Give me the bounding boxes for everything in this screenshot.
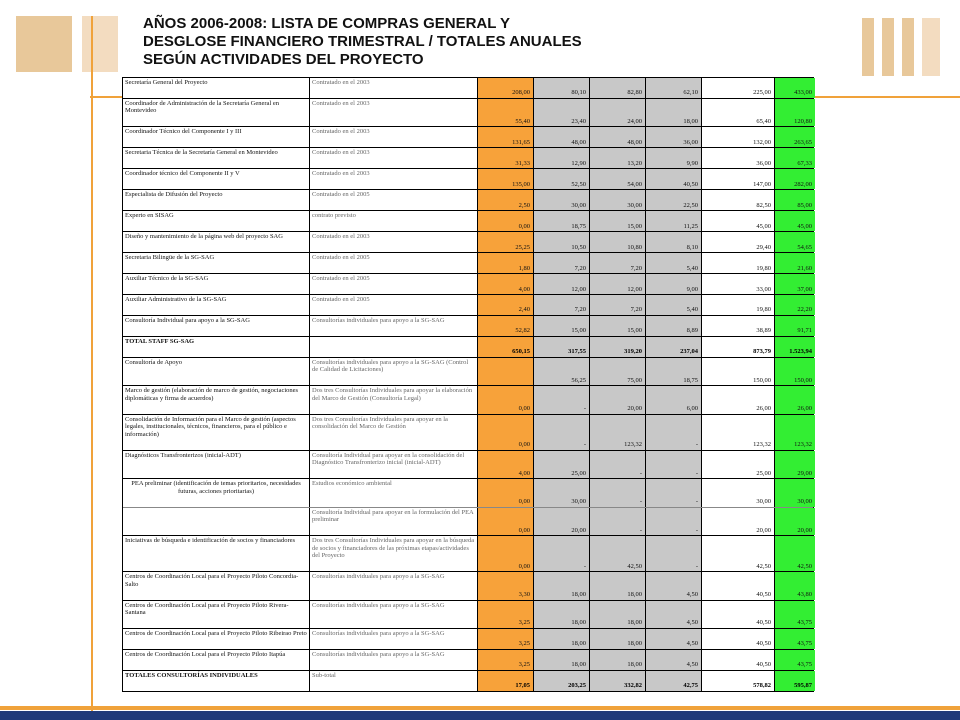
description-cell <box>310 337 478 357</box>
value-cell: 85,00 <box>775 190 815 210</box>
activity-name-cell: Secretaria Bilingüe de la SG-SAG <box>123 253 310 273</box>
value-cell: 23,40 <box>534 99 590 126</box>
value-cell: 42,50 <box>702 536 775 571</box>
value-cell: 21,60 <box>775 253 815 273</box>
table-row <box>123 253 813 274</box>
description-cell: Consultoría Individual para apoyar en la consolidación del Diagnóstico Transfronterizo inicial (inicial-ADT) <box>310 451 478 478</box>
title-line-1: AÑOS 2006-2008: LISTA DE COMPRAS GENERAL Y <box>143 15 511 32</box>
title-line-3: SEGÚN ACTIVIDADES DEL PROYECTO <box>143 51 424 68</box>
value-cell: 5,40 <box>646 253 702 273</box>
decor-bar <box>862 18 874 76</box>
table-row <box>123 601 813 629</box>
table-row <box>123 536 813 572</box>
description-cell: Sub-total <box>310 671 478 691</box>
description-cell: Contratado en el 2003 <box>310 169 478 189</box>
value-cell: 20,00 <box>702 508 775 535</box>
value-cell: 0,00 <box>478 508 534 535</box>
value-cell: 282,00 <box>775 169 815 189</box>
value-cell: 2,50 <box>478 190 534 210</box>
value-cell: 18,75 <box>646 358 702 385</box>
activity-name-cell: Iniciativas de búsqueda e identificación de socios y financiadores <box>123 536 310 571</box>
value-cell: 18,00 <box>534 601 590 628</box>
description-cell: Dos tres Consultorías Individuales para apoyar la elaboración del Marco de Gestión (Consultoría Legal) <box>310 386 478 413</box>
value-cell: 15,00 <box>590 211 646 231</box>
value-cell: 150,00 <box>775 358 815 385</box>
table-row <box>123 479 813 507</box>
value-cell: 18,75 <box>534 211 590 231</box>
table-row <box>123 99 813 127</box>
value-cell: 36,00 <box>646 127 702 147</box>
decor-bar <box>882 18 894 76</box>
value-cell: 17,05 <box>478 671 534 691</box>
table-row <box>123 337 813 358</box>
value-cell: 37,00 <box>775 274 815 294</box>
description-cell: Contratado en el 2005 <box>310 274 478 294</box>
description-cell: Consultorías individuales para apoyo a la SG-SAG <box>310 650 478 670</box>
value-cell: 62,10 <box>646 78 702 98</box>
value-cell: 7,20 <box>534 295 590 315</box>
decor-vertical-rule <box>91 16 93 716</box>
value-cell: 18,00 <box>534 572 590 599</box>
value-cell: 40,50 <box>702 572 775 599</box>
description-cell: Contratado en el 2003 <box>310 99 478 126</box>
value-cell: 4,50 <box>646 629 702 649</box>
value-cell: 25,25 <box>478 232 534 252</box>
value-cell: 38,89 <box>702 316 775 336</box>
activity-name-cell: Consultoría Individual para apoyo a la SG-SAG <box>123 316 310 336</box>
value-cell: 131,65 <box>478 127 534 147</box>
value-cell: 8,10 <box>646 232 702 252</box>
description-cell: Consultoría Individual para apoyar en la formulación del PEA preliminar <box>310 508 478 535</box>
value-cell: 319,20 <box>590 337 646 357</box>
value-cell: 203,25 <box>534 671 590 691</box>
value-cell: 52,82 <box>478 316 534 336</box>
value-cell: 578,82 <box>702 671 775 691</box>
value-cell: 67,33 <box>775 148 815 168</box>
activity-name-cell: Especialista de Difusión del Proyecto <box>123 190 310 210</box>
value-cell: 0,00 <box>478 211 534 231</box>
value-cell: 30,00 <box>775 479 815 506</box>
decor-bar <box>922 18 940 76</box>
value-cell: 873,79 <box>702 337 775 357</box>
value-cell: 1.523,94 <box>775 337 815 357</box>
activity-name-cell: Consolidación de Información para el Marco de gestión (aspectos legales, institucionales, técnicos, financieros, para el público e información) <box>123 415 310 450</box>
value-cell: 45,00 <box>702 211 775 231</box>
value-cell: 18,00 <box>590 572 646 599</box>
value-cell: - <box>646 415 702 450</box>
value-cell: - <box>646 479 702 506</box>
footer-navy-band <box>0 711 960 720</box>
activity-name-cell: Marco de gestión (elaboración de marco de gestión, negociaciones diplomáticas y firma de acuerdos) <box>123 386 310 413</box>
value-cell: 3,25 <box>478 650 534 670</box>
table-row <box>123 508 813 536</box>
value-cell: 4,00 <box>478 451 534 478</box>
value-cell: 9,00 <box>646 274 702 294</box>
table-row <box>123 572 813 600</box>
activity-name-cell: Centros de Coordinación Local para el Proyecto Piloto Rivera-Santana <box>123 601 310 628</box>
activity-name-cell: Auxiliar Administrativo de la SG-SAG <box>123 295 310 315</box>
activity-name-cell: Centros de Coordinación Local para el Proyecto Piloto Itapúa <box>123 650 310 670</box>
table-row <box>123 629 813 650</box>
description-cell: Dos tres Consultorías Individuales para apoyar en la búsqueda de socios y financiadores de las próximas etapas/actividades del Proyecto <box>310 536 478 571</box>
value-cell: 19,80 <box>702 253 775 273</box>
value-cell: 55,40 <box>478 99 534 126</box>
activity-name-cell: Centros de Coordinación Local para el Proyecto Piloto Concordia-Salto <box>123 572 310 599</box>
value-cell: - <box>646 508 702 535</box>
value-cell: 48,00 <box>590 127 646 147</box>
value-cell: - <box>590 508 646 535</box>
value-cell: 150,00 <box>702 358 775 385</box>
value-cell: 3,30 <box>478 572 534 599</box>
value-cell: 43,75 <box>775 629 815 649</box>
value-cell: 6,00 <box>646 386 702 413</box>
value-cell: 24,00 <box>590 99 646 126</box>
value-cell: 20,00 <box>775 508 815 535</box>
activity-name-cell: Auxiliar Técnico de la SG-SAG <box>123 274 310 294</box>
value-cell: - <box>646 536 702 571</box>
description-cell: Consultorías individuales para apoyo a la SG-SAG <box>310 601 478 628</box>
description-cell: Contratado en el 2003 <box>310 78 478 98</box>
value-cell: 263,65 <box>775 127 815 147</box>
value-cell: 29,00 <box>775 451 815 478</box>
value-cell: - <box>590 479 646 506</box>
value-cell: 132,00 <box>702 127 775 147</box>
activity-name-cell: Experto en SISAG <box>123 211 310 231</box>
value-cell: 10,50 <box>534 232 590 252</box>
value-cell: 8,89 <box>646 316 702 336</box>
value-cell: 80,10 <box>534 78 590 98</box>
value-cell: 25,00 <box>534 451 590 478</box>
value-cell: 18,00 <box>590 601 646 628</box>
value-cell: 11,25 <box>646 211 702 231</box>
value-cell: 54,65 <box>775 232 815 252</box>
value-cell: 12,00 <box>590 274 646 294</box>
description-cell: Estudios económico ambiental <box>310 479 478 506</box>
value-cell: 40,50 <box>646 169 702 189</box>
activity-name-cell: Diagnósticos Transfronterizos (inicial-ADT) <box>123 451 310 478</box>
title-line-2: DESGLOSE FINANCIERO TRIMESTRAL / TOTALES ANUALES <box>143 33 582 50</box>
value-cell: 7,20 <box>590 295 646 315</box>
value-cell: 30,00 <box>702 479 775 506</box>
value-cell: 225,00 <box>702 78 775 98</box>
value-cell: 147,00 <box>702 169 775 189</box>
value-cell: - <box>590 451 646 478</box>
value-cell: 123,32 <box>775 415 815 450</box>
value-cell: 1,80 <box>478 253 534 273</box>
value-cell: 7,20 <box>534 253 590 273</box>
value-cell: 2,40 <box>478 295 534 315</box>
value-cell: 433,00 <box>775 78 815 98</box>
decor-square-light <box>82 16 118 72</box>
value-cell: 43,75 <box>775 650 815 670</box>
value-cell: 54,00 <box>590 169 646 189</box>
decor-square-dark <box>16 16 72 72</box>
activity-name-cell <box>123 508 310 535</box>
value-cell: - <box>534 386 590 413</box>
table-row <box>123 274 813 295</box>
value-cell: 5,40 <box>646 295 702 315</box>
activity-name-cell: PEA preliminar (identificación de temas prioritarios, necesidades futuras, acciones prioritarias) <box>123 479 310 506</box>
description-cell: Consultorías individuales para apoyo a la SG-SAG <box>310 572 478 599</box>
decor-bar <box>902 18 914 76</box>
value-cell: 123,32 <box>590 415 646 450</box>
value-cell: 332,82 <box>590 671 646 691</box>
table-row <box>123 316 813 337</box>
value-cell: 208,00 <box>478 78 534 98</box>
value-cell: 9,90 <box>646 148 702 168</box>
description-cell: Consultorías individuales para apoyo a la SG-SAG <box>310 316 478 336</box>
description-cell: Contratado en el 2005 <box>310 295 478 315</box>
value-cell: 0,00 <box>478 479 534 506</box>
value-cell: 42,50 <box>590 536 646 571</box>
value-cell: 30,00 <box>590 190 646 210</box>
value-cell: 26,00 <box>775 386 815 413</box>
activity-name-cell: Coordinador técnico del Componente II y V <box>123 169 310 189</box>
value-cell: 0,00 <box>478 415 534 450</box>
table-row <box>123 190 813 211</box>
value-cell: 82,50 <box>702 190 775 210</box>
value-cell: 13,20 <box>590 148 646 168</box>
value-cell: 18,00 <box>534 629 590 649</box>
value-cell: 40,50 <box>702 629 775 649</box>
value-cell: 20,00 <box>590 386 646 413</box>
description-cell: Contratado en el 2005 <box>310 253 478 273</box>
value-cell: 36,00 <box>702 148 775 168</box>
slide-title <box>143 15 743 69</box>
activity-name-cell: Diseño y mantenimiento de la página web del proyecto SAG <box>123 232 310 252</box>
table-row <box>123 415 813 451</box>
value-cell: 45,00 <box>775 211 815 231</box>
value-cell: - <box>534 536 590 571</box>
activity-name-cell: Secretaría General del Proyecto <box>123 78 310 98</box>
spreadsheet-table <box>122 77 814 692</box>
value-cell: 15,00 <box>590 316 646 336</box>
description-cell: Contratado en el 2003 <box>310 127 478 147</box>
value-cell: - <box>534 415 590 450</box>
value-cell: 42,50 <box>775 536 815 571</box>
table-row <box>123 295 813 316</box>
value-cell: 30,00 <box>534 190 590 210</box>
table-row <box>123 148 813 169</box>
value-cell <box>478 358 534 385</box>
value-cell: - <box>646 451 702 478</box>
table-row <box>123 211 813 232</box>
table-row <box>123 451 813 479</box>
activity-name-cell: Secretaria Técnica de la Secretaría General en Montevideo <box>123 148 310 168</box>
description-cell: contrato previsto <box>310 211 478 231</box>
value-cell: 42,75 <box>646 671 702 691</box>
description-cell: Consultorías individuales para apoyo a la SG-SAG (Control de Calidad de Licitaciones) <box>310 358 478 385</box>
value-cell: 43,80 <box>775 572 815 599</box>
value-cell: 15,00 <box>534 316 590 336</box>
value-cell: 3,25 <box>478 601 534 628</box>
value-cell: 4,50 <box>646 572 702 599</box>
value-cell: 48,00 <box>534 127 590 147</box>
value-cell: 20,00 <box>534 508 590 535</box>
value-cell: 43,75 <box>775 601 815 628</box>
value-cell: 22,50 <box>646 190 702 210</box>
value-cell: 33,00 <box>702 274 775 294</box>
value-cell: 123,32 <box>702 415 775 450</box>
value-cell: 40,50 <box>702 650 775 670</box>
table-row <box>123 127 813 148</box>
value-cell: 18,00 <box>646 99 702 126</box>
value-cell: 4,50 <box>646 601 702 628</box>
table-row <box>123 386 813 414</box>
value-cell: 10,80 <box>590 232 646 252</box>
table-row <box>123 358 813 386</box>
activity-name-cell: TOTALES CONSULTORÍAS INDIVIDUALES <box>123 671 310 691</box>
value-cell: 65,40 <box>702 99 775 126</box>
value-cell: 31,33 <box>478 148 534 168</box>
value-cell: 82,80 <box>590 78 646 98</box>
value-cell: 595,87 <box>775 671 815 691</box>
value-cell: 650,15 <box>478 337 534 357</box>
activity-name-cell: Coordinador Técnico del Componente I y III <box>123 127 310 147</box>
value-cell: 12,90 <box>534 148 590 168</box>
description-cell: Dos tres Consultorías Individuales para apoyar en la consolidación del Marco de Gestión <box>310 415 478 450</box>
description-cell: Contratado en el 2003 <box>310 232 478 252</box>
footer-orange-band <box>0 706 960 710</box>
activity-name-cell: Centros de Coordinación Local para el Proyecto Piloto Ribeirao Preto <box>123 629 310 649</box>
value-cell: 26,00 <box>702 386 775 413</box>
activity-name-cell: Coordinador de Administración de la Secretaría General en Montevideo <box>123 99 310 126</box>
value-cell: 120,80 <box>775 99 815 126</box>
value-cell: 0,00 <box>478 386 534 413</box>
value-cell: 75,00 <box>590 358 646 385</box>
value-cell: 317,55 <box>534 337 590 357</box>
value-cell: 237,04 <box>646 337 702 357</box>
table-row <box>123 232 813 253</box>
value-cell: 7,20 <box>590 253 646 273</box>
value-cell: 135,00 <box>478 169 534 189</box>
value-cell: 4,00 <box>478 274 534 294</box>
value-cell: 56,25 <box>534 358 590 385</box>
description-cell: Contratado en el 2005 <box>310 190 478 210</box>
value-cell: 3,25 <box>478 629 534 649</box>
description-cell: Consultorías individuales para apoyo a la SG-SAG <box>310 629 478 649</box>
value-cell: 18,00 <box>534 650 590 670</box>
table-row <box>123 650 813 671</box>
value-cell: 40,50 <box>702 601 775 628</box>
value-cell: 29,40 <box>702 232 775 252</box>
value-cell: 19,80 <box>702 295 775 315</box>
value-cell: 52,50 <box>534 169 590 189</box>
description-cell: Contratado en el 2003 <box>310 148 478 168</box>
value-cell: 12,00 <box>534 274 590 294</box>
value-cell: 0,00 <box>478 536 534 571</box>
value-cell: 91,71 <box>775 316 815 336</box>
table-row <box>123 78 813 99</box>
value-cell: 18,00 <box>590 629 646 649</box>
value-cell: 4,50 <box>646 650 702 670</box>
value-cell: 22,20 <box>775 295 815 315</box>
activity-name-cell: Consultoría de Apoyo <box>123 358 310 385</box>
value-cell: 25,00 <box>702 451 775 478</box>
activity-name-cell: TOTAL STAFF SG-SAG <box>123 337 310 357</box>
value-cell: 18,00 <box>590 650 646 670</box>
value-cell: 30,00 <box>534 479 590 506</box>
table-row <box>123 671 813 691</box>
table-row <box>123 169 813 190</box>
